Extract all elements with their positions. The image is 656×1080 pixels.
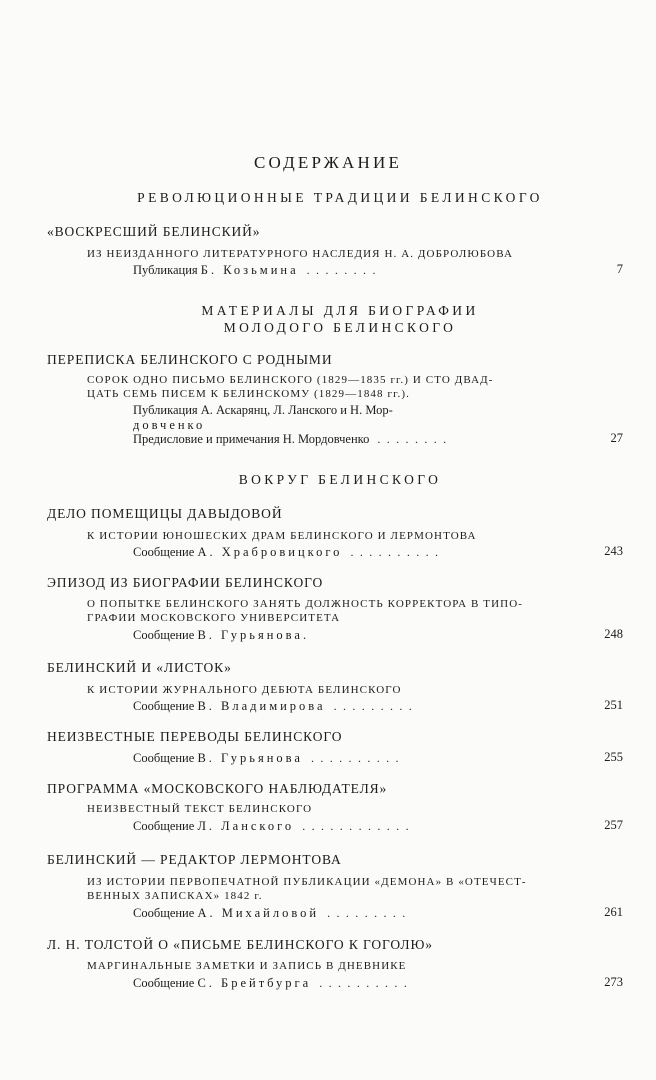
entry-title: ЭПИЗОД ИЗ БИОГРАФИИ БЕЛИНСКОГО	[47, 575, 324, 590]
entry-credit: Публикация А. Аскарянц, Л. Ланского и Н. Мор-	[133, 403, 393, 417]
entry-title: «ВОСКРЕСШИЙ БЕЛИНСКИЙ»	[47, 224, 261, 239]
entry-title: ДЕЛО ПОМЕЩИЦЫ ДАВЫДОВОЙ	[47, 506, 283, 521]
entry-credit: Сообщение А. Храбровицкого ..........	[133, 545, 445, 559]
entry-credit: Сообщение Л. Ланского ............	[133, 819, 415, 833]
entry-subtitle: ГРАФИИ МОСКОВСКОГО УНИВЕРСИТЕТА	[87, 612, 341, 624]
page-number: 251	[604, 698, 623, 712]
entry-subtitle: НЕИЗВЕСТНЫЙ ТЕКСТ БЕЛИНСКОГО	[87, 803, 313, 815]
section-heading-materials-2: МОЛОДОГО БЕЛИНСКОГО	[223, 320, 457, 335]
entry-subtitle: ЦАТЬ СЕМЬ ПИСЕМ К БЕЛИНСКОМУ (1829—1848 гг.).	[87, 388, 410, 400]
section-heading-revolutionary: РЕВОЛЮЦИОННЫЕ ТРАДИЦИИ БЕЛИНСКОГО	[137, 190, 543, 205]
entry-title: БЕЛИНСКИЙ — РЕДАКТОР ЛЕРМОНТОВА	[47, 852, 342, 867]
entry-title: НЕИЗВЕСТНЫЕ ПЕРЕВОДЫ БЕЛИНСКОГО	[47, 729, 343, 744]
section-heading-around: ВОКРУГ БЕЛИНСКОГО	[238, 472, 442, 487]
entry-subtitle: ВЕННЫХ ЗАПИСКАХ» 1842 г.	[87, 890, 263, 902]
entry-credit: Сообщение В. Владимирова .........	[133, 699, 419, 713]
entry-title: БЕЛИНСКИЙ И «ЛИСТОК»	[47, 660, 232, 675]
entry-title: ПЕРЕПИСКА БЕЛИНСКОГО С РОДНЫМИ	[47, 352, 333, 367]
toc-title: СОДЕРЖАНИЕ	[253, 153, 403, 172]
entry-credit: Сообщение С. Брейтбурга ..........	[133, 976, 414, 990]
page-number: 257	[604, 818, 623, 832]
entry-subtitle: К ИСТОРИИ ЖУРНАЛЬНОГО ДЕБЮТА БЕЛИНСКОГО	[87, 684, 402, 696]
entry-credit: Сообщение В. Гурьянова ..........	[133, 751, 405, 765]
section-heading-materials-1: МАТЕРИАЛЫ ДЛЯ БИОГРАФИИ	[201, 303, 479, 318]
page-number: 243	[604, 544, 623, 558]
page-number: 255	[604, 750, 623, 764]
page-number: 248	[604, 627, 623, 641]
entry-subtitle: СОРОК ОДНО ПИСЬМО БЕЛИНСКОГО (1829—1835 гг.) И СТО ДВАД-	[87, 374, 494, 386]
entry-credit: Сообщение В. Гурьянова.	[133, 628, 307, 642]
page-number: 27	[610, 431, 623, 445]
entry-subtitle: О ПОПЫТКЕ БЕЛИНСКОГО ЗАНЯТЬ ДОЛЖНОСТЬ КОРРЕКТОРА В ТИПО-	[87, 598, 524, 610]
page-number: 7	[616, 262, 623, 276]
entry-subtitle: К ИСТОРИИ ЮНОШЕСКИХ ДРАМ БЕЛИНСКОГО И ЛЕРМОНТОВА	[87, 530, 477, 542]
entry-credit: Сообщение А. Михайловой .........	[133, 906, 412, 920]
entry-credit: довченко	[133, 418, 206, 432]
page-number: 261	[604, 905, 623, 919]
entry-credit: Публикация Б. Козьмина ........	[133, 263, 382, 277]
entry-title: ПРОГРАММА «МОСКОВСКОГО НАБЛЮДАТЕЛЯ»	[47, 781, 388, 796]
entry-credit: Предисловие и примечания Н. Мордовченко ........	[133, 432, 453, 446]
entry-title: Л. Н. ТОЛСТОЙ О «ПИСЬМЕ БЕЛИНСКОГО К ГОГОЛЮ»	[47, 937, 433, 952]
page-number: 273	[604, 975, 623, 989]
entry-subtitle: ИЗ НЕИЗДАННОГО ЛИТЕРАТУРНОГО НАСЛЕДИЯ Н. А. ДОБРОЛЮБОВА	[87, 248, 513, 260]
entry-subtitle: МАРГИНАЛЬНЫЕ ЗАМЕТКИ И ЗАПИСЬ В ДНЕВНИКЕ	[87, 960, 407, 972]
entry-subtitle: ИЗ ИСТОРИИ ПЕРВОПЕЧАТНОЙ ПУБЛИКАЦИИ «ДЕМОНА» В «ОТЕЧЕСТ-	[87, 876, 527, 888]
